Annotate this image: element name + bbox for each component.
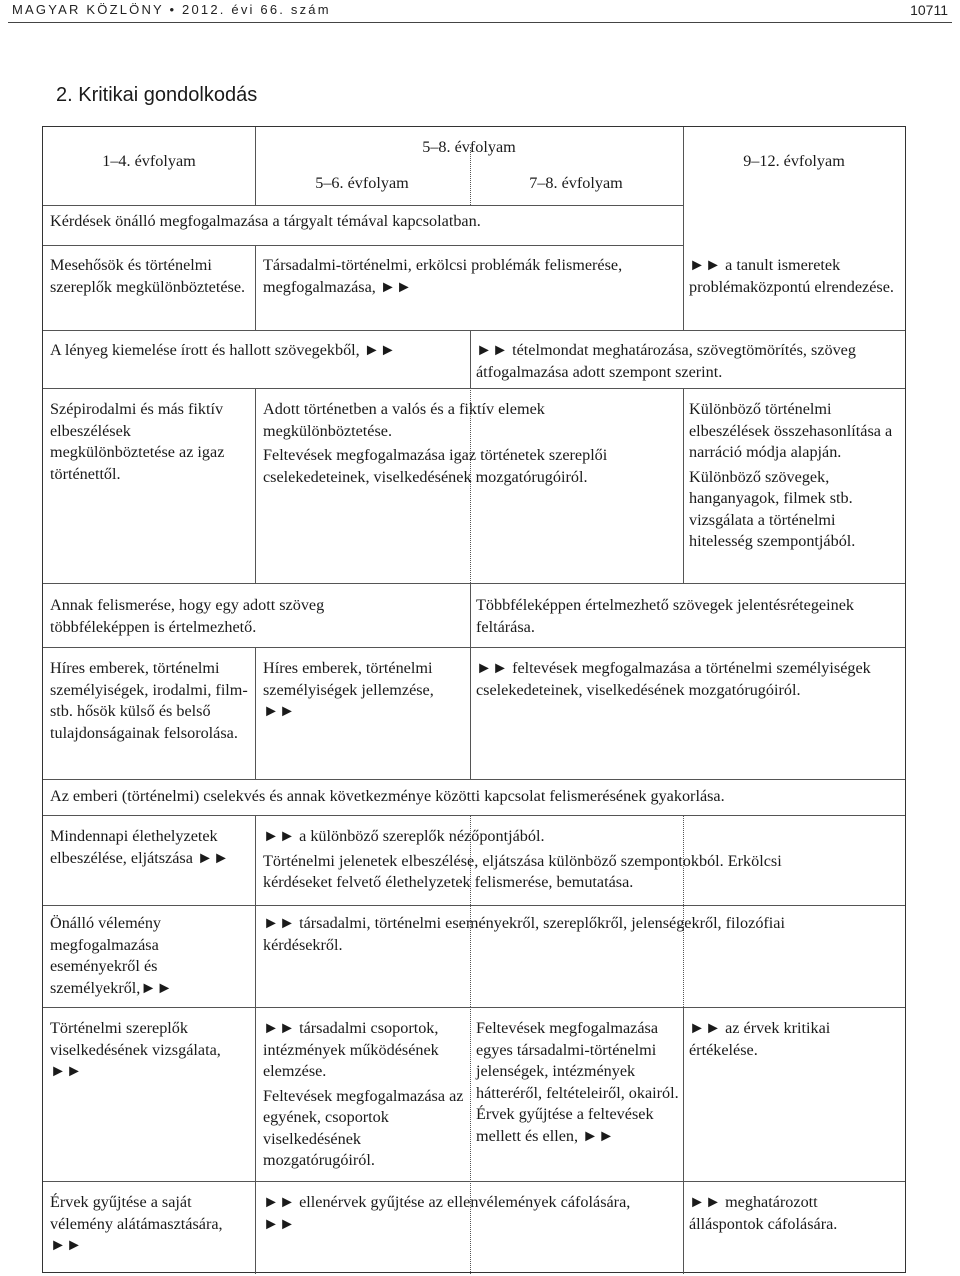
row4-grade-9-12 [689, 399, 894, 556]
row-divider [43, 905, 905, 906]
row4-grade-5-8-a: Adott történetben a valós és a fiktív elemek megkülönböztetése. [263, 400, 545, 440]
column-divider [255, 388, 256, 583]
grade-9-12: 9–12. évfolyam [743, 152, 845, 170]
row4-grade-5-8 [263, 399, 673, 491]
row6-grade-7-12: ►► feltevések megfogalmazása a történelmi személyiségek cselekedeteinek, viselkedésének mozgatórugóiról. [476, 659, 871, 699]
row1-full: Kérdések önálló megfogalmazása a tárgyalt témával kapcsolatban. [50, 212, 481, 230]
row9-grade-5-12: ►► társadalmi, történelmi eseményekről, szereplőkről, jelenségekről, filozófiai kérdésekről. [263, 914, 785, 954]
row6-grade-5-6: Híres emberek, történelmi személyiségek jellemzése, ►► [263, 659, 434, 720]
grade-5-6: 5–6. évfolyam [315, 174, 409, 192]
row6-grade-1-4: Híres emberek, történelmi személyiségek, irodalmi, film- stb. hősök külső és belső tulajdonságainak felsorolása. [50, 659, 248, 742]
dotted-divider [470, 647, 471, 779]
row4-grade-1-4: Szépirodalmi és más fiktív elbeszélések megkülönböztetése az igaz történettől. [50, 400, 225, 483]
row-divider [43, 205, 683, 206]
row2-grade-5-8: Társadalmi-történelmi, erkölcsi problémák felismerése, megfogalmazása, ►► [263, 256, 623, 296]
row3-right: ►► tételmondat meghatározása, szövegtömörítés, szöveg átfogalmazása adott szempont szerint. [476, 341, 856, 381]
column-divider [255, 815, 256, 1274]
row-divider [43, 583, 905, 584]
column-divider [683, 388, 684, 583]
row10-grade-5-6-b: Feltevések megfogalmazása az egyének, csoportok viselkedésének mozgatórugóiról. [263, 1086, 464, 1169]
row11-grade-1-4: Érvek gyűjtése a saját vélemény alátámasztására, ►► [50, 1193, 223, 1254]
row10-grade-9-12: ►► az érvek kritikai értékelése. [689, 1019, 831, 1059]
grade-5-8: 5–8. évfolyam [422, 138, 516, 156]
row-divider [43, 1007, 905, 1008]
row5-right: Többféleképpen értelmezhető szövegek jelentésrétegeinek feltárása. [476, 596, 854, 636]
row-divider [43, 1181, 905, 1182]
row10-grade-7-8: Feltevések megfogalmazása egyes társadalmi-történelmi jelenségek, intézmények hátteréről, feltételeiről, okairól. Érvek gyűjtése a feltevések mellett és ellen, ►► [476, 1019, 679, 1145]
row4-grade-9-12-a: Különböző történelmi elbeszélések összehasonlítása a narráció módja alapján. [689, 400, 893, 461]
row8-grade-5-12-a: ►► a különböző szereplők nézőpontjából. [263, 827, 545, 845]
row4-grade-9-12-b: Különböző szövegek, hanganyagok, filmek stb. vizsgálata a történelmi hitelesség szempontjából. [689, 467, 856, 550]
row7-full: Az emberi (történelmi) cselekvés és annak következménye közötti kapcsolat felismerésének gyakorlása. [50, 787, 725, 805]
row3-left: A lényeg kiemelése írott és hallott szövegekből, ►► [50, 341, 396, 359]
row10-grade-5-6 [263, 1018, 468, 1175]
header-rule [8, 22, 952, 23]
row8-grade-5-12 [263, 826, 903, 897]
row-divider [43, 330, 905, 331]
row-divider [43, 388, 905, 389]
row4-grade-5-8-b: Feltevések megfogalmazása igaz történetek szereplői cselekedeteinek, viselkedésének mozgatórugóiról. [263, 446, 608, 486]
row-divider [43, 815, 905, 816]
grade-1-4: 1–4. évfolyam [102, 152, 196, 170]
row10-grade-5-6-a: ►► társadalmi csoportok, intézmények működésének elemzése. [263, 1019, 439, 1080]
column-divider [470, 330, 471, 388]
row10-grade-1-4: Történelmi szereplők viselkedésének vizsgálata, ►► [50, 1019, 221, 1080]
row8-grade-5-12-b: Történelmi jelenetek elbeszélése, eljátszása különböző szempontokból. Erkölcsi kérdéseket felvető élethelyzetek felismerése, bemutatása. [263, 851, 782, 891]
column-divider [255, 245, 256, 330]
page-number: 10711 [910, 2, 948, 18]
row9-grade-1-4: Önálló vélemény megfogalmazása eseményekről és személyekről,►► [50, 914, 173, 997]
column-divider [255, 647, 256, 779]
section-title: 2. Kritikai gondolkodás [56, 84, 258, 106]
row11-grade-5-8: ►► ellenérvek gyűjtése az ellenvélemények cáfolására, ►► [263, 1193, 631, 1233]
row2-grade-1-4: Mesehősök és történelmi szereplők megkülönböztetése. [50, 256, 246, 296]
row5-left: Annak felismerése, hogy egy adott szöveg többféleképpen is értelmezhető. [50, 596, 325, 636]
grade-7-8: 7–8. évfolyam [529, 174, 623, 192]
row11-grade-9-12: ►► meghatározott álláspontok cáfolására. [689, 1193, 838, 1233]
row2-grade-9-12: ►► a tanult ismeretek problémaközpontú elrendezése. [689, 256, 894, 296]
row8-grade-1-4: Mindennapi élethelyzetek elbeszélése, eljátszása ►► [50, 827, 229, 867]
row-divider [43, 647, 905, 648]
row-divider [43, 245, 683, 246]
journal-header: MAGYAR KÖZLÖNY • 2012. évi 66. szám [12, 2, 331, 17]
row-divider [43, 779, 905, 780]
